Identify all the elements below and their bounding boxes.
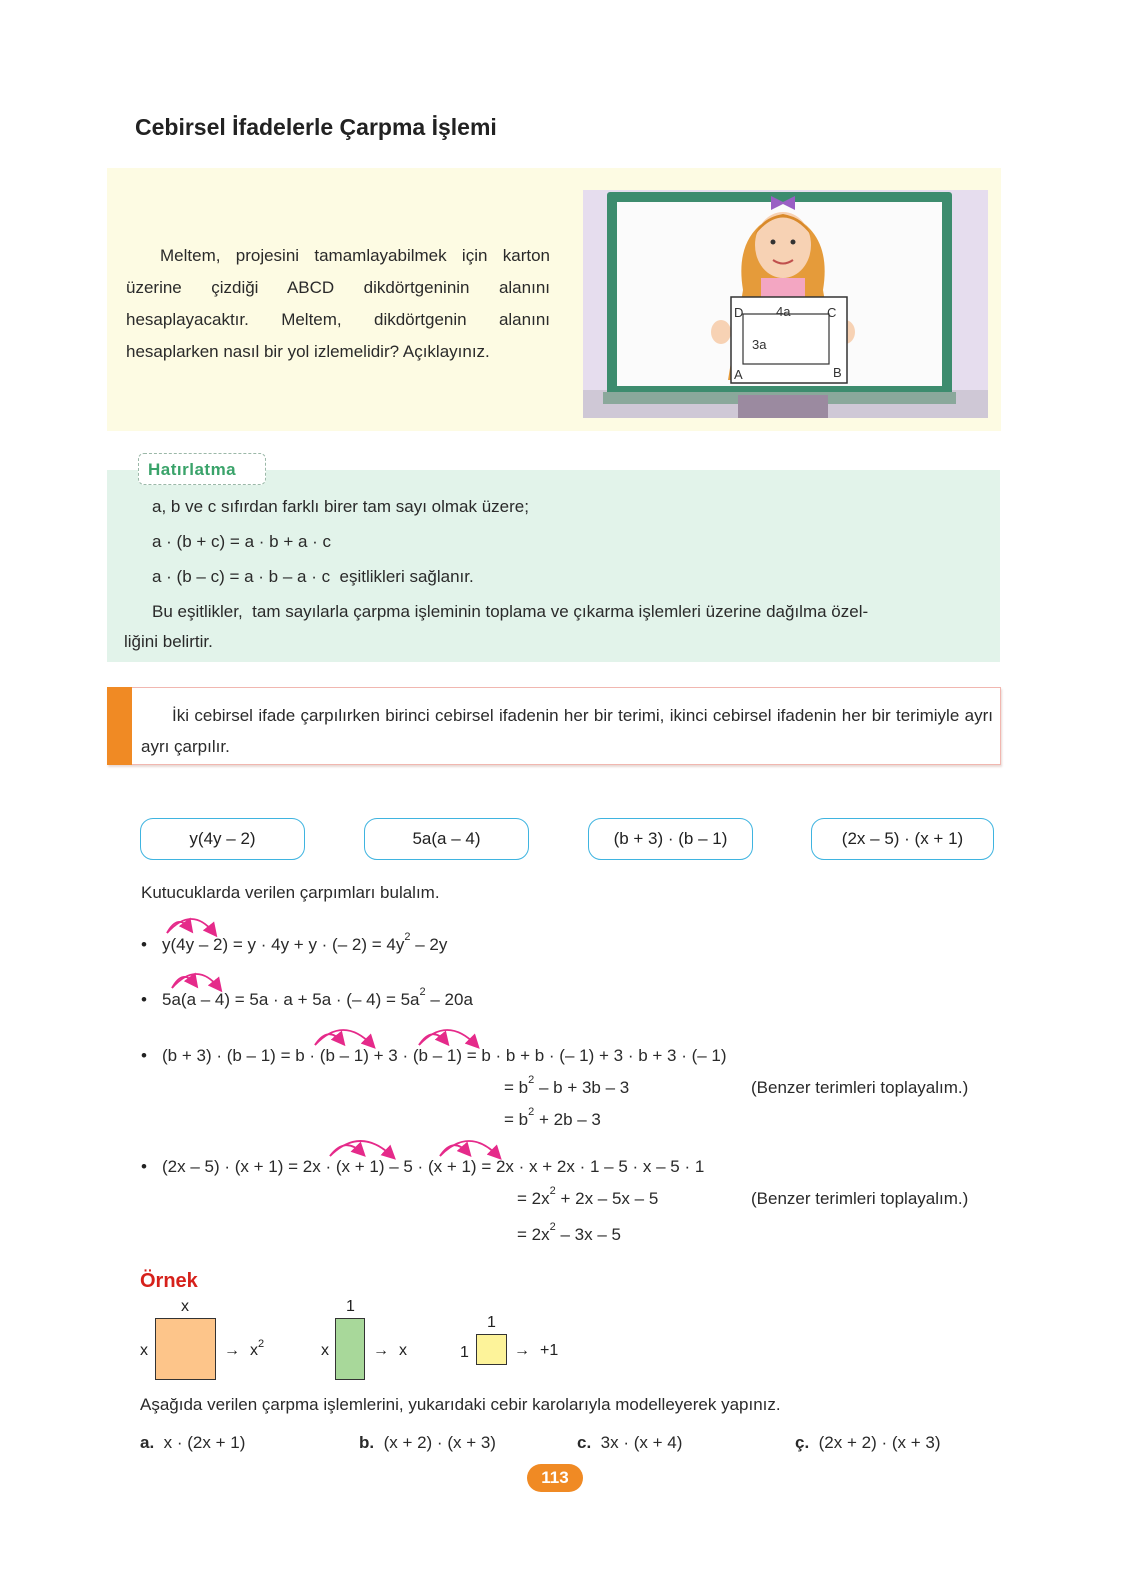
page-title: Cebirsel İfadelerle Çarpma İşlemi [135,114,497,140]
rect-top-label: 4a [776,304,791,319]
corner-b: B [833,365,842,380]
task-instruction: Aşağıda verilen çarpma işlemlerini, yukarıdaki cebir karolarıyla modelleyerek yapınız. [140,1395,781,1414]
expression-box: (2x – 5) · (x + 1) [811,818,994,860]
corner-a: A [734,367,743,382]
instruction: Kutucuklarda verilen çarpımları bulalım. [141,883,440,902]
example-heading: Örnek [140,1270,198,1292]
question-label: ç. [795,1433,810,1452]
exponent: 2 [528,1074,535,1086]
algebra-tile-x-squared [155,1318,216,1380]
example-4-line1: (2x – 5) · (x + 1) = 2x · (x + 1) – 5 · (x + 1) = 2x · x + 2x · 1 – 5 · x – 5 · 1 [162,1157,705,1176]
corner-c: C [827,305,837,320]
example-3-note: (Benzer terimleri toplayalım.) [751,1078,969,1097]
arc [419,1030,476,1045]
question-c-cedilla [795,1433,941,1453]
question-expr: 3x · (x + 4) [600,1433,683,1452]
example-3-line2 [504,1074,630,1098]
question-label: b. [359,1433,375,1452]
example-4-line2 [517,1185,659,1209]
algebra-tile-unit [476,1334,507,1365]
question-b [359,1433,496,1453]
bullet: • [141,1157,147,1176]
reminder-line: a · (b – c) = a · b – a · c eşitlikleri sağlanır. [152,567,474,586]
tile-big-result [250,1338,265,1360]
bullet: • [141,990,147,1009]
tile-mid-arrow: → [373,1342,389,1359]
exponent: 2 [528,1106,535,1118]
reminder-tab: Hatırlatma [138,453,266,485]
example-2 [162,986,473,1010]
tile-big-side-label: x [140,1342,148,1359]
arc [172,974,219,988]
arc [419,1034,446,1045]
arc [330,1141,392,1156]
example-4-line3 [517,1221,621,1245]
question-label: c. [577,1433,592,1452]
expr: – 2y [410,935,448,954]
reminder-line: Bu eşitlikler, tam sayılarla çarpma işleminin toplama ve çıkarma işlemleri üzerine dağılma özel- [152,602,869,621]
exponent: 2 [549,1221,556,1233]
intro-paragraph: Meltem, projesini tamamlayabilmek için karton üzerine çizdiği ABCD dikdörtgeninin alanını hesaplayacaktır. Meltem, dikdörtgenin alanını hesaplarken nasıl bir yol izlemelidir? Açıklayınız. [126,246,550,361]
arc [315,1034,342,1045]
expr: – 3x – 5 [555,1225,621,1244]
expr: 5a(a – 4) = 5a · a + 5a · (– 4) = 5a [162,990,420,1009]
tile-small-side-label: 1 [460,1344,469,1361]
expr: = 2x [517,1225,550,1244]
algebra-tile-x [335,1318,365,1380]
arc [315,1030,372,1045]
example-3-line3 [504,1106,601,1130]
question-c [577,1433,682,1453]
expression-box: 5a(a – 4) [364,818,529,860]
bullet: • [141,1046,147,1065]
exponent: 2 [404,931,411,943]
example-1 [162,931,448,955]
expression-box: y(4y – 2) [140,818,305,860]
page-number: 113 [527,1464,583,1492]
expr: + 2b – 3 [534,1110,601,1129]
question-a [140,1433,245,1453]
tile-small-result: +1 [540,1342,559,1359]
exponent: 2 [419,986,426,998]
expr: = b [504,1078,529,1097]
arc [440,1145,468,1156]
tile-result-base: x [250,1342,258,1359]
question-expr: x · (2x + 1) [163,1433,246,1452]
example-3-line1: (b + 3) · (b – 1) = b · (b – 1) + 3 · (b – 1) = b · b + b · (– 1) + 3 · b + 3 · (– 1) [162,1046,727,1065]
reminder-line: liğini belirtir. [124,632,213,651]
exponent: 2 [258,1338,265,1350]
rule-paragraph: İki cebirsel ifade çarpılırken birinci cebirsel ifadenin her bir terimi, ikinci cebirsel ifadenin her bir terimiyle ayrı ayrı çarpılır. [141,706,993,756]
bullet: • [141,935,147,954]
expr: y(4y – 2) = y · 4y + y · (– 2) = 4y [162,935,405,954]
expression-box: (b + 3) · (b – 1) [588,818,753,860]
reminder-line: a, b ve c sıfırdan farklı birer tam sayı olmak üzere; [152,497,529,516]
expr: – 20a [425,990,473,1009]
tile-mid-side-label: x [321,1342,329,1359]
tile-small-arrow: → [514,1342,530,1359]
question-expr: (2x + 2) · (x + 3) [818,1433,941,1452]
tile-mid-top-label: 1 [346,1298,355,1315]
tile-small-top-label: 1 [487,1314,496,1331]
arc [440,1141,498,1156]
reminder-line: a · (b + c) = a · b + a · c [152,532,332,551]
exponent: 2 [549,1185,556,1197]
tile-mid-result: x [399,1342,407,1359]
rect-side-label: 3a [752,337,767,352]
expr: – b + 3b – 3 [534,1078,630,1097]
expr: = b [504,1110,529,1129]
example-4-note: (Benzer terimleri toplayalım.) [751,1189,969,1208]
expr: = 2x [517,1189,550,1208]
expr: + 2x – 5x – 5 [555,1189,659,1208]
question-expr: (x + 2) · (x + 3) [383,1433,496,1452]
question-label: a. [140,1433,155,1452]
tile-big-arrow: → [224,1342,240,1359]
corner-d: D [734,305,744,320]
arc [167,919,214,933]
tile-big-top-label: x [181,1298,189,1315]
